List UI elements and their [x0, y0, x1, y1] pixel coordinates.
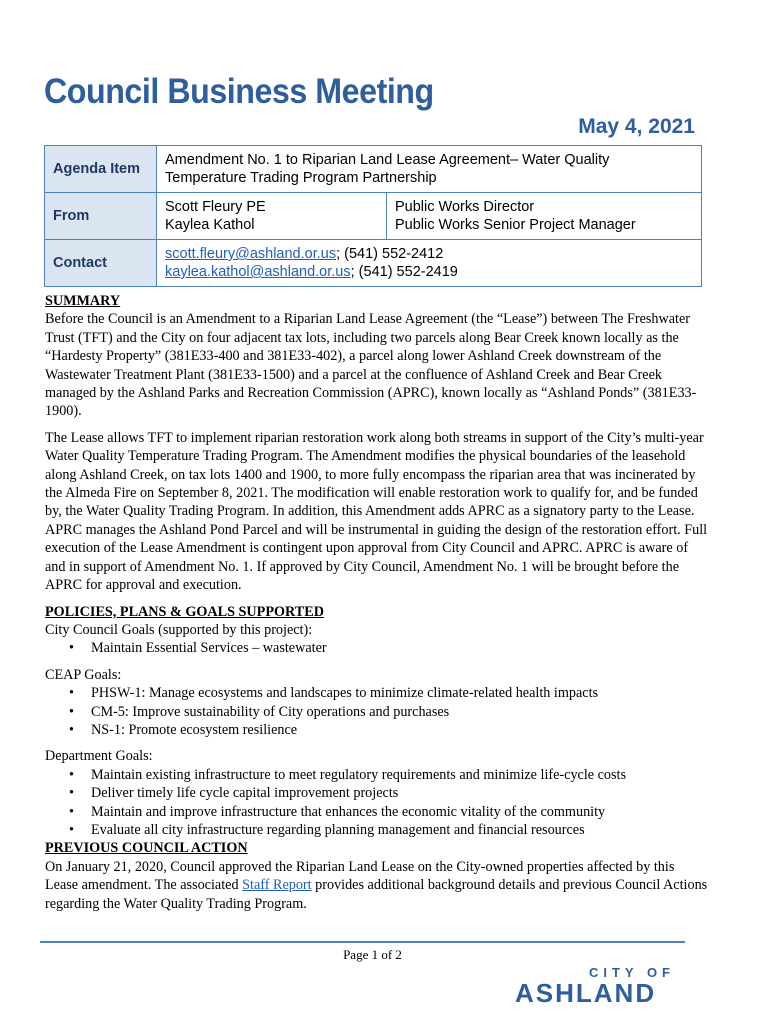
meeting-date: May 4, 2021 [578, 115, 695, 138]
footer-divider [40, 941, 685, 943]
council-goals-intro: City Council Goals (supported by this project): [45, 621, 313, 638]
previous-action-heading: PREVIOUS COUNCIL ACTION [45, 840, 248, 857]
page-number: Page 1 of 2 [343, 947, 402, 962]
dept-goals-intro: Department Goals: [45, 748, 153, 765]
from-label: From [45, 193, 157, 240]
list-item: • NS-1: Promote ecosystem resilience [69, 721, 710, 739]
contact-email-link[interactable]: kaylea.kathol@ashland.or.us [165, 264, 351, 280]
council-goals-list [45, 639, 710, 657]
agenda-item-line: Temperature Trading Program Partnership [165, 170, 437, 186]
city-logo [515, 965, 680, 1010]
list-item: • Maintain Essential Services – wastewater [69, 639, 710, 657]
from-names [157, 193, 387, 240]
summary-heading: SUMMARY [45, 293, 121, 309]
previous-action-text: On January 21, 2020, Council approved the Riparian Land Lease on the City-owned properties affected by this Lease amendment. The associated [45, 858, 675, 894]
list-item: • Maintain and improve infrastructure that enhances the economic vitality of the community [69, 803, 710, 821]
from-name: Scott Fleury PE [165, 199, 266, 215]
page-title: Council Business Meeting [44, 72, 434, 111]
from-title: Public Works Director [395, 199, 535, 215]
agenda-item-value [157, 146, 702, 193]
contact-label: Contact [45, 240, 157, 287]
from-titles [387, 193, 702, 240]
agenda-item-row [45, 146, 702, 193]
summary-paragraph: The Lease allows TFT to implement riparian restoration work along both streams in support of the City’s multi-year Water Quality Temperature Trading Program. The Amendment modifies the physical boundaries of the leasehold along Ashland Creek, on tax lots 1400 and 1900, to more fully encompass the riparian area that was incinerated by the Almeda Fire on September 8, 2021. The modification will enable restoration work to qualify for, and be funded by, the Water Quality Trading Program. In addition, this Amendment adds APRC as a signatory party to the Lease. APRC manages the Ashland Pond Parcel and will be instrumental in guiding the design of the restoration effort. Full execution of the Lease Amendment is contingent upon approval from City Council and APRC. APRC is aware of and in support of Amendment No. 1. If approved by City Council, Amendment No. 1 will be brought before the APRC for approval and execution. [45, 429, 708, 594]
logo-city-text: CITY OF [588, 965, 675, 980]
from-row [45, 193, 702, 240]
list-item: • Maintain existing infrastructure to meet regulatory requirements and minimize life-cycle costs [69, 766, 710, 784]
contact-phone: ; (541) 552-2419 [350, 264, 458, 280]
list-item: • Evaluate all city infrastructure regarding planning management and financial resources [69, 821, 710, 839]
summary-paragraph: Before the Council is an Amendment to a Riparian Land Lease Agreement (the “Lease”) between The Freshwater Trust (TFT) and the City on four adjacent tax lots, including two parcels along Bear Creek known locally as the “Hardesty Property” (381E33-400 and 381E33-402), a parcel along lower Ashland Creek downstream of the Wastewater Treatment Plant (381E33-1500) and a parcel at the confluence of Ashland Creek and Bear Creek managed by the Ashland Parks and Recreation Commission (APRC), known locally as “Ashland Ponds” (381E33-1900). [45, 311, 697, 420]
previous-action-paragraph [45, 858, 710, 913]
staff-report-link[interactable]: Staff Report [242, 877, 312, 894]
list-item: • Deliver timely life cycle capital improvement projects [69, 784, 710, 802]
list-item: • PHSW-1: Manage ecosystems and landscapes to minimize climate-related health impacts [69, 684, 710, 702]
agenda-info-table [44, 145, 702, 287]
contact-value [157, 240, 702, 287]
list-item: • CM-5: Improve sustainability of City operations and purchases [69, 703, 710, 721]
from-name: Kaylea Kathol [165, 217, 255, 233]
contact-phone: ; (541) 552-2412 [336, 246, 444, 262]
previous-action-text: provides additional background details and previous Council Actions regarding the Water Quality Trading Program. [45, 877, 708, 912]
ceap-goals-list [45, 684, 710, 739]
policies-heading: POLICIES, PLANS & GOALS SUPPORTED [45, 603, 324, 620]
ceap-goals-intro: CEAP Goals: [45, 666, 122, 683]
contact-row [45, 240, 702, 287]
dept-goals-list [45, 766, 710, 840]
agenda-item-label: Agenda Item [45, 146, 157, 193]
logo-name-text: ASHLAND [515, 978, 657, 1008]
from-title: Public Works Senior Project Manager [395, 217, 636, 233]
agenda-item-line: Amendment No. 1 to Riparian Land Lease Agreement– Water Quality [165, 152, 610, 168]
contact-email-link[interactable]: scott.fleury@ashland.or.us [165, 246, 337, 262]
report-body [45, 292, 710, 913]
